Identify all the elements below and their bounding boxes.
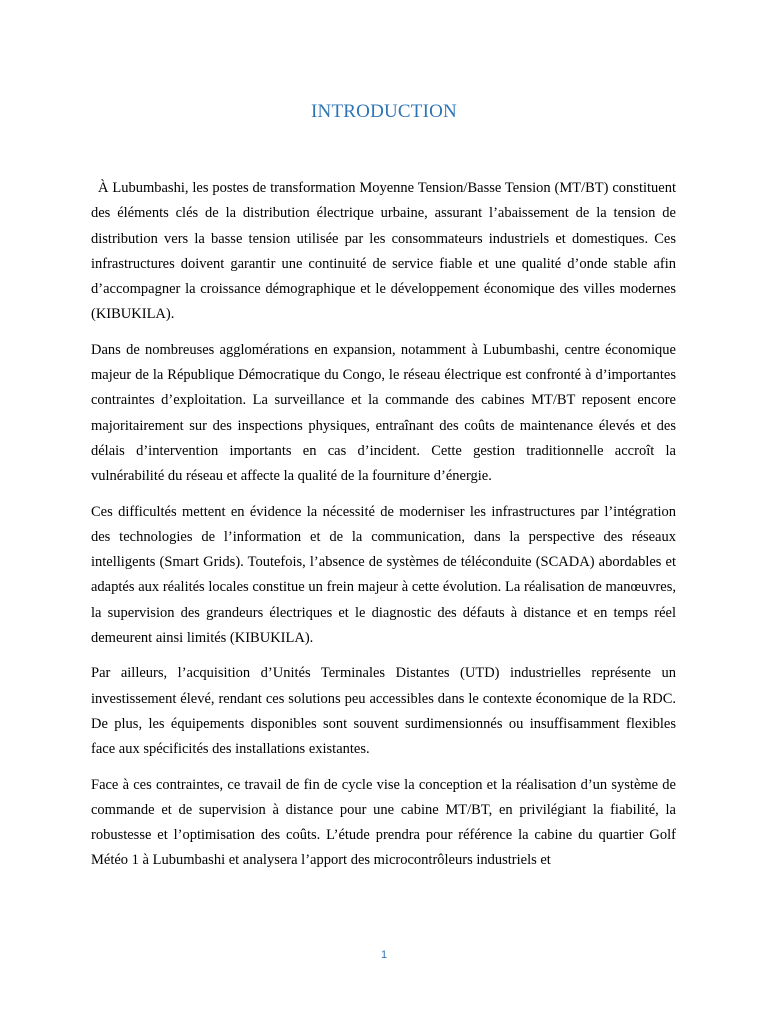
paragraph-1: À Lubumbashi, les postes de transformation Moyenne Tension/Basse Tension (MT/BT) constituent des éléments clés de la distribution électrique urbaine, assurant l’abaissement de la tension de distribution vers la basse tension utilisée par les consommateurs industriels et domestiques. Ces infrastructures doivent garantir une continuité de service fiable et une qualité d’onde stable afin d’accompagner la croissance démographique et le développement économique des villes modernes (KIBUKILA). — [91, 180, 676, 323]
page-number: 1 — [380, 949, 388, 961]
paragraph-3: Ces difficultés mettent en évidence la nécessité de moderniser les infrastructures par l’intégration des technologies de l’information et de la communication, dans la perspective des réseaux intelligents (Smart Grids). Toutefois, l’absence de systèmes de téléconduite (SCADA) abordables et adaptés aux réalités locales constitue un frein majeur à cette évolution. La réalisation de manœuvres, la supervision des grandeurs électriques et le diagnostic des défauts à distance et en temps réel demeurent ainsi limités (KIBUKILA). — [91, 503, 676, 647]
paragraph-2: Dans de nombreuses agglomérations en expansion, notamment à Lubumbashi, centre économique majeur de la République Démocratique du Congo, le réseau électrique est confronté à d’importantes contraintes d’exploitation. La surveillance et la commande des cabines MT/BT reposent encore majoritairement sur des inspections physiques, entraînant des coûts de maintenance élevés et des délais d’intervention importants en cas d’incident. Cette gestion traditionnelle accroît la vulnérabilité du réseau et affecte la qualité de la fourniture d’énergie. — [91, 341, 676, 485]
body-text — [91, 176, 676, 884]
paragraph-5: Face à ces contraintes, ce travail de fin de cycle vise la conception et la réalisation d’un système de commande et de supervision à distance pour une cabine MT/BT, en privilégiant la fiabilité, la robustesse et l’optimisation des coûts. L’étude prendra pour référence la cabine du quartier Golf Météo 1 à Lubumbashi et analysera l’apport des microcontrôleurs industriels et — [91, 776, 676, 869]
page-title: INTRODUCTION — [311, 101, 457, 122]
paragraph-4: Par ailleurs, l’acquisition d’Unités Terminales Distantes (UTD) industrielles représente un investissement élevé, rendant ces solutions peu accessibles dans le contexte économique de la RDC. De plus, les équipements disponibles sont souvent surdimensionnés ou insuffisamment flexibles face aux spécificités des installations existantes. — [91, 665, 676, 758]
